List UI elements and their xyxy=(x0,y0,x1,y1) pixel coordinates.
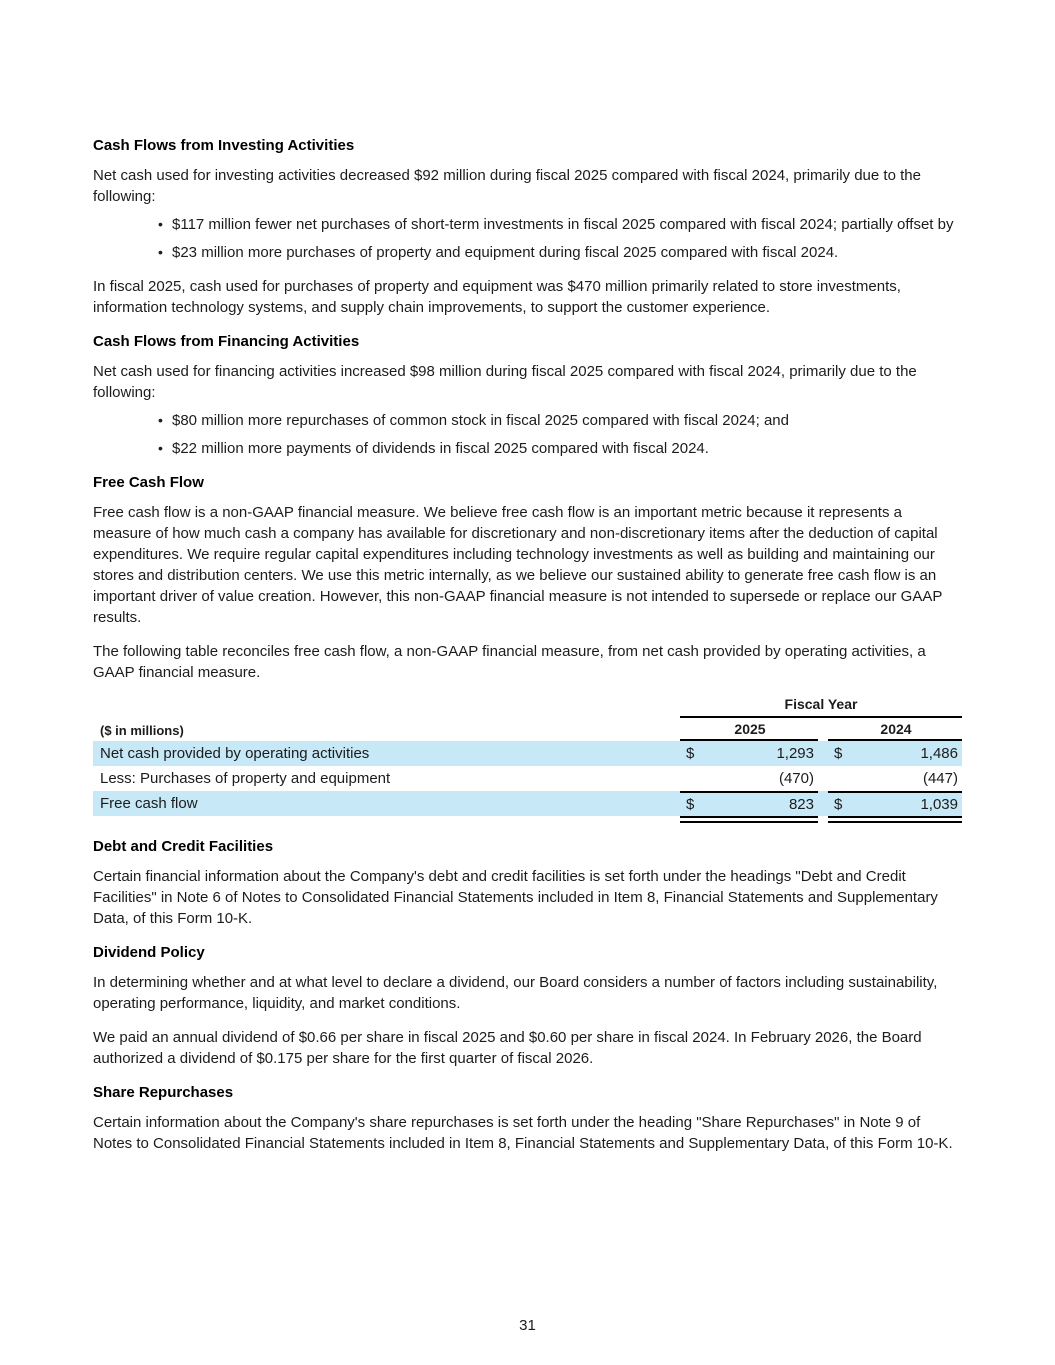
paragraph-fcf-table-intro: The following table reconciles free cash flow, a non-GAAP financial measure, from net cash provided by operating activities, a GAAP financial measure. xyxy=(93,643,926,681)
cell-2024 xyxy=(828,741,962,766)
paragraph-fcf-definition: Free cash flow is a non-GAAP financial measure. We believe free cash flow is an important metric because it represents a measure of how much cash a company has available for discretionary and non-discretionary items after the deduction of capital expenditures. We require regular capital expenditures including technology investments as well as building and maintaining our stores and distribution centers. We use this metric internally, as we believe our sustained ability to generate free cash flow is an important driver of value creation. However, this non-GAAP financial measure is not intended to supersede or replace our GAAP results. xyxy=(93,504,943,626)
row-label: Less: Purchases of property and equipment xyxy=(100,770,391,787)
paragraph-debt: Certain financial information about the Company's debt and credit facilities is set forth under the headings "Debt and Credit Facilities" in Note 6 of Notes to Consolidated Financial Statements included in Item 8, Financial Statements and Supplementary Data, of this Form 10-K. xyxy=(93,868,938,927)
paragraph-dividend-amounts: We paid an annual dividend of $0.66 per share in fiscal 2025 and $0.60 per share in fiscal 2024. In February 2026, the Board authorized a dividend of $0.175 per share for the first quarter of fiscal 2026. xyxy=(93,1029,922,1067)
row-label: Free cash flow xyxy=(100,795,198,812)
heading-free-cash-flow: Free Cash Flow xyxy=(93,474,204,491)
table-group-header: Fiscal Year xyxy=(680,696,962,718)
table-column-gap xyxy=(818,741,828,766)
bullet-item: • $22 million more payments of dividends in fiscal 2025 compared with fiscal 2024. xyxy=(158,438,962,459)
row-label: Net cash provided by operating activities xyxy=(100,745,370,762)
heading-financing-activities: Cash Flows from Financing Activities xyxy=(93,333,360,350)
table-col-header-2024: 2024 xyxy=(828,718,962,741)
table-units-label: ($ in millions) xyxy=(100,723,184,738)
table-group-header-row xyxy=(93,696,962,718)
bullet-item: • $117 million fewer net purchases of short-term investments in fiscal 2025 compared with fiscal 2024; partially offset by xyxy=(158,214,962,235)
cell-value: 1,039 xyxy=(920,796,958,813)
paragraph-investing-detail: In fiscal 2025, cash used for purchases of property and equipment was $470 million primarily related to store investments, information technology systems, and supply chain improvements, to support the customer experience. xyxy=(93,278,901,316)
table-column-gap xyxy=(818,791,828,816)
paragraph-share-repurchases: Certain information about the Company's share repurchases is set forth under the heading "Share Repurchases" in Note 9 of Notes to Consolidated Financial Statements included in Item 8, Financial Statements and Supplementary Data, of this Form 10-K. xyxy=(93,1114,953,1152)
heading-investing-activities: Cash Flows from Investing Activities xyxy=(93,137,355,154)
bullet-list-financing xyxy=(93,410,962,459)
table-row-operating-cash xyxy=(93,741,962,766)
cell-2025 xyxy=(680,791,818,816)
table-row-less-capex xyxy=(93,766,962,791)
cell-value: (447) xyxy=(922,770,958,787)
cell-2024 xyxy=(828,791,962,816)
table-col-header-2025: 2025 xyxy=(680,718,818,741)
table-column-gap xyxy=(818,816,828,823)
cell-value: (470) xyxy=(778,770,814,787)
paragraph-investing-intro: Net cash used for investing activities decreased $92 million during fiscal 2025 compared with fiscal 2024, primarily due to the following: xyxy=(93,167,921,205)
document-content xyxy=(93,136,962,1167)
bullet-item: • $80 million more repurchases of common stock in fiscal 2025 compared with fiscal 2024; and xyxy=(158,410,962,431)
double-rule-2024 xyxy=(828,816,962,823)
table-total-rule-row xyxy=(93,816,962,823)
bullet-list-investing xyxy=(93,214,962,263)
table-column-gap xyxy=(818,718,828,741)
cell-value: 823 xyxy=(788,796,814,813)
currency-symbol: $ xyxy=(834,745,843,762)
currency-symbol: $ xyxy=(834,796,843,813)
table-column-header-row xyxy=(93,718,962,741)
heading-dividend-policy: Dividend Policy xyxy=(93,944,205,961)
bullet-item: • $23 million more purchases of property and equipment during fiscal 2025 compared with fiscal 2024. xyxy=(158,242,962,263)
table-row-free-cash-flow xyxy=(93,791,962,816)
table-column-gap xyxy=(818,766,828,791)
currency-symbol: $ xyxy=(686,745,695,762)
heading-debt-credit-facilities: Debt and Credit Facilities xyxy=(93,838,274,855)
cell-2025 xyxy=(680,766,818,791)
cell-value: 1,486 xyxy=(920,745,958,762)
paragraph-financing-intro: Net cash used for financing activities increased $98 million during fiscal 2025 compared with fiscal 2024, primarily due to the following: xyxy=(93,363,917,401)
paragraph-dividend-factors: In determining whether and at what level to declare a dividend, our Board considers a number of factors including sustainability, operating performance, liquidity, and market conditions. xyxy=(93,974,938,1012)
double-rule-2025 xyxy=(680,816,818,823)
currency-symbol: $ xyxy=(686,796,695,813)
heading-share-repurchases: Share Repurchases xyxy=(93,1084,234,1101)
page-number: 31 xyxy=(519,1317,536,1334)
cell-2024 xyxy=(828,766,962,791)
free-cash-flow-table xyxy=(93,696,962,823)
cell-value: 1,293 xyxy=(776,745,814,762)
cell-2025 xyxy=(680,741,818,766)
